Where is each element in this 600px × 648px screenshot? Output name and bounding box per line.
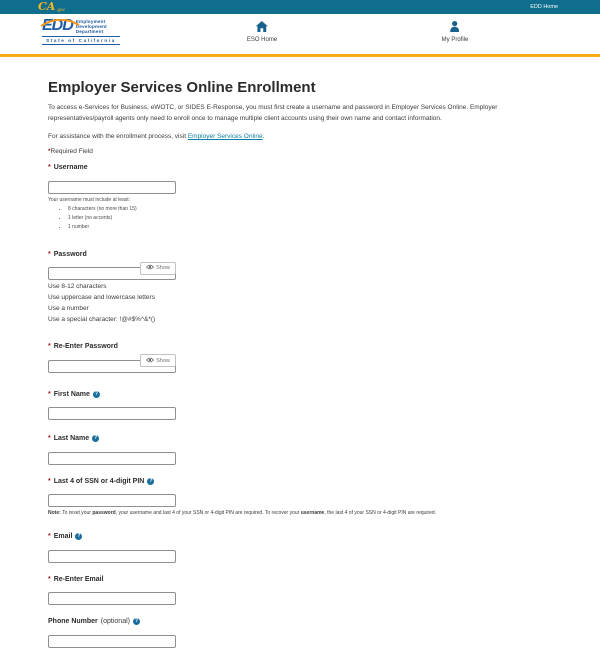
username-label bbox=[48, 163, 552, 172]
nav-eso-home[interactable] bbox=[247, 21, 277, 43]
required-asterisk: * bbox=[48, 343, 51, 350]
first-name-input-wrap bbox=[48, 402, 176, 421]
phone-group bbox=[48, 617, 552, 648]
required-asterisk: * bbox=[48, 533, 51, 540]
last-name-group bbox=[48, 434, 552, 465]
edd-logo[interactable] bbox=[42, 18, 120, 45]
reenter-password-label-text: Re-Enter Password bbox=[53, 343, 118, 350]
nav-my-profile-label: My Profile bbox=[441, 37, 469, 43]
edd-logo-arc-icon bbox=[39, 14, 81, 32]
reenter-email-input-wrap bbox=[48, 587, 176, 606]
ca-gov-logo-suffix: .gov bbox=[56, 6, 65, 12]
note-bold: password bbox=[92, 510, 116, 516]
last-name-input[interactable] bbox=[48, 452, 176, 465]
username-rule-item: • 8 characters (no more than 15) bbox=[68, 206, 552, 212]
help-icon[interactable]: ? bbox=[149, 477, 153, 484]
note-text: , your username and last 4 of your SSN or 4-digit PIN are required. To recover your bbox=[115, 510, 301, 516]
note-bold: username bbox=[300, 510, 325, 516]
note-text: To reset your bbox=[60, 510, 93, 516]
phone-label-text: Phone Number bbox=[48, 618, 98, 625]
assistance-paragraph bbox=[48, 131, 552, 142]
password-rules bbox=[48, 282, 552, 324]
nav-eso-home-label: ESO Home bbox=[246, 37, 278, 43]
reenter-email-group bbox=[48, 575, 552, 606]
main-content bbox=[0, 79, 600, 648]
help-icon[interactable]: ? bbox=[134, 618, 139, 624]
reenter-password-group bbox=[48, 342, 552, 373]
reenter-email-label-text: Re-Enter Email bbox=[53, 575, 104, 583]
reenter-email-label bbox=[48, 575, 552, 584]
edd-logo-acronym: EDD bbox=[42, 17, 73, 34]
required-asterisk: * bbox=[48, 477, 51, 485]
last-name-label bbox=[48, 434, 552, 443]
email-input-wrap bbox=[48, 544, 176, 563]
password-group bbox=[48, 250, 552, 325]
home-icon bbox=[256, 21, 268, 34]
edd-dept-line1: Employment bbox=[75, 19, 106, 24]
password-input-wrap bbox=[48, 262, 176, 281]
password-rule: Use 8-12 characters bbox=[48, 283, 107, 290]
password-show-button[interactable] bbox=[140, 262, 176, 275]
last-name-label-text: Last Name bbox=[53, 435, 90, 442]
ssn-pin-input-wrap bbox=[48, 489, 176, 508]
email-label bbox=[48, 532, 552, 541]
required-field-note bbox=[48, 148, 552, 155]
edd-logo-tagline: State of California bbox=[42, 36, 120, 45]
username-hint-title: Your username must include at least: bbox=[48, 196, 131, 203]
required-field-text: Required Field bbox=[50, 148, 93, 155]
email-label-text: Email bbox=[53, 533, 73, 540]
reenter-password-input-wrap bbox=[48, 354, 176, 373]
ssn-pin-group bbox=[48, 477, 552, 517]
help-icon[interactable]: ? bbox=[94, 435, 98, 441]
email-input[interactable] bbox=[48, 550, 176, 563]
password-rule: Use a number bbox=[48, 305, 89, 312]
edd-logo-row bbox=[42, 18, 120, 35]
password-rule: Use uppercase and lowercase letters bbox=[48, 294, 155, 301]
intro-paragraph: To access e-Services for Business, eWOTC, or SIDES E-Response, you must first create a username and password in Employer Services Online. Employer representatives/payroll agents only need to enroll once to manage multiple client accounts using their own name and contact information. bbox=[48, 104, 498, 122]
first-name-label bbox=[48, 390, 552, 399]
username-input-wrap bbox=[48, 175, 176, 194]
username-rules-list bbox=[48, 206, 552, 230]
ssn-pin-label bbox=[48, 477, 552, 486]
nav-my-profile[interactable] bbox=[442, 21, 469, 43]
ssn-pin-label-text: Last 4 of SSN or 4-digit PIN bbox=[53, 477, 145, 485]
username-input[interactable] bbox=[48, 181, 176, 194]
ssn-pin-note bbox=[48, 510, 552, 516]
password-rule: Use a special character: !@#$%^&*() bbox=[48, 316, 156, 323]
edd-home-link[interactable]: EDD Home bbox=[530, 4, 558, 10]
required-asterisk: * bbox=[48, 575, 51, 583]
edd-dept-line2: Development bbox=[75, 24, 107, 30]
email-group bbox=[48, 532, 552, 563]
required-asterisk: * bbox=[48, 390, 51, 398]
password-label-text: Password bbox=[53, 250, 87, 258]
ca-gov-logo-script: CA bbox=[38, 0, 56, 13]
person-icon bbox=[450, 21, 460, 34]
phone-label bbox=[48, 617, 552, 626]
last-name-input-wrap bbox=[48, 446, 176, 465]
first-name-label-text: First Name bbox=[53, 390, 90, 398]
phone-input-wrap bbox=[48, 629, 176, 648]
site-header bbox=[0, 14, 600, 54]
required-asterisk: * bbox=[48, 250, 51, 258]
reenter-password-label bbox=[48, 342, 552, 351]
assistance-suffix: . bbox=[262, 133, 265, 140]
eye-icon bbox=[146, 357, 154, 365]
ca-gov-logo[interactable] bbox=[38, 2, 65, 12]
assistance-text: For assistance with the enrollment process, visit bbox=[48, 133, 188, 140]
reenter-password-show-label: Show bbox=[156, 357, 170, 364]
required-asterisk: * bbox=[48, 435, 51, 442]
first-name-group bbox=[48, 390, 552, 421]
page-title: Employer Services Online Enrollment bbox=[48, 79, 316, 96]
username-rule-item: • 1 number bbox=[68, 224, 552, 230]
note-label: Note: bbox=[48, 510, 61, 516]
edd-dept-line3: Department bbox=[75, 29, 104, 35]
note-text: , the last 4 of your SSN or 4-digit PIN are required. bbox=[324, 510, 437, 516]
username-rule-item: • 1 letter (no accents) bbox=[68, 215, 552, 221]
first-name-input[interactable] bbox=[48, 407, 176, 420]
gold-divider bbox=[0, 54, 600, 57]
required-asterisk: * bbox=[48, 164, 51, 171]
reenter-email-input[interactable] bbox=[48, 592, 176, 605]
reenter-password-show-button[interactable] bbox=[140, 354, 176, 367]
username-group bbox=[48, 163, 552, 230]
password-show-label: Show bbox=[156, 265, 170, 271]
help-icon[interactable]: ? bbox=[94, 390, 98, 397]
employer-services-online-link[interactable]: Employer Services Online bbox=[187, 133, 263, 140]
ssn-pin-input[interactable] bbox=[48, 494, 176, 507]
password-label bbox=[48, 250, 552, 259]
help-icon[interactable]: ? bbox=[77, 533, 81, 539]
phone-optional-text: (optional) bbox=[100, 618, 130, 625]
username-label-text: Username bbox=[53, 164, 88, 171]
phone-input[interactable] bbox=[48, 635, 176, 648]
required-asterisk: * bbox=[48, 148, 51, 155]
eye-icon bbox=[146, 264, 154, 272]
topbar bbox=[0, 0, 600, 14]
